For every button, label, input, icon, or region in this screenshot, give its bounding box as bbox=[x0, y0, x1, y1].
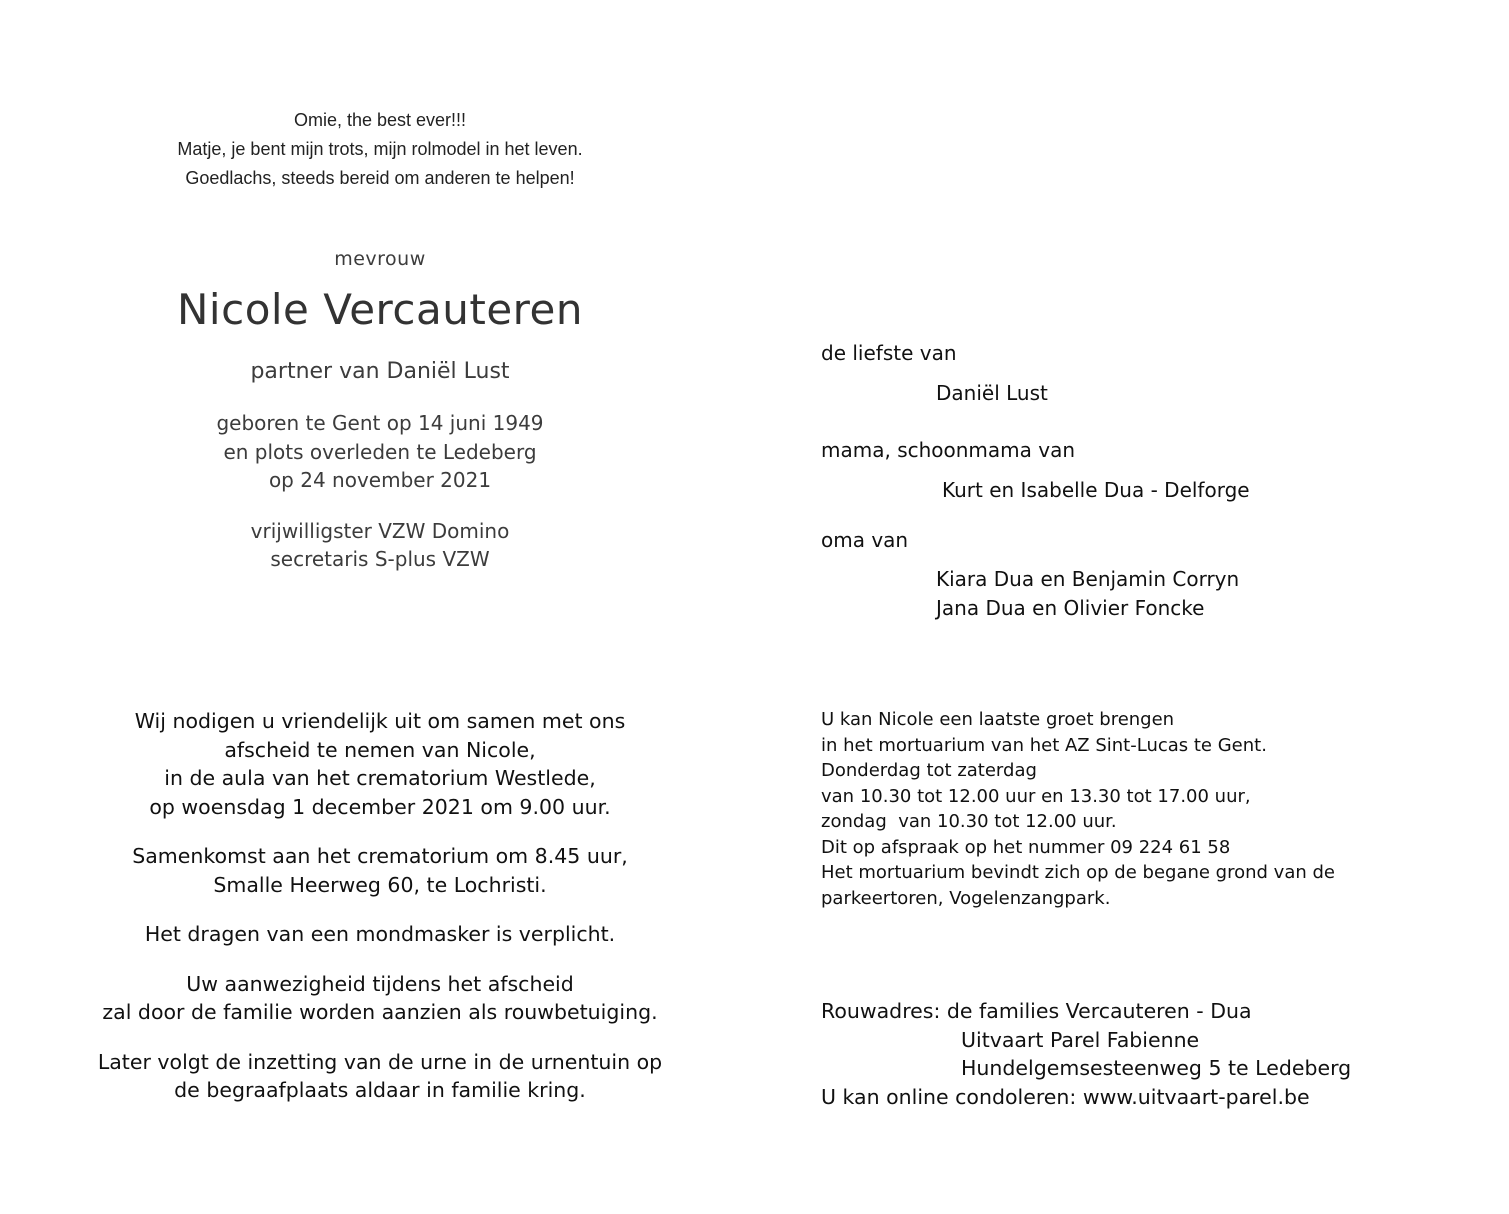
family-heading: de liefste van bbox=[821, 341, 957, 365]
family-name: Jana Dua en Olivier Foncke bbox=[936, 595, 1205, 620]
family-heading: mama, schoonmama van bbox=[821, 437, 1076, 462]
address-line: Hundelgemsesteenweg 5 te Ledeberg bbox=[961, 1056, 1352, 1080]
invitation-line: Wij nodigen u vriendelijk uit om samen met ons bbox=[134, 709, 626, 733]
role-line: secretaris S-plus VZW bbox=[270, 547, 490, 571]
family-name: Kiara Dua en Benjamin Corryn bbox=[936, 567, 1240, 591]
invitation-line: Samenkomst aan het crematorium om 8.45 uur, bbox=[132, 844, 628, 868]
family-names bbox=[821, 379, 1441, 408]
salutation: mevrouw bbox=[334, 248, 426, 270]
invitation-paragraph bbox=[60, 1048, 700, 1105]
condolence-line bbox=[821, 1083, 1461, 1112]
invitation-line: Smalle Heerweg 60, te Lochristi. bbox=[213, 872, 547, 897]
visit-line: zondag van 10.30 tot 12.00 uur. bbox=[821, 811, 1117, 832]
partner-line: partner van Daniël Lust bbox=[250, 359, 510, 384]
quote-line: Goedlachs, steeds bereid om anderen te helpen! bbox=[185, 168, 575, 188]
life-dates bbox=[60, 409, 700, 495]
date-line: geboren te Gent op 14 juni 1949 bbox=[216, 411, 544, 435]
date-line: en plots overleden te Ledeberg bbox=[223, 439, 537, 464]
invitation-line: Uw aanwezigheid tijdens het afscheid bbox=[186, 971, 574, 996]
visitation-info bbox=[821, 707, 1461, 911]
visit-line: parkeertoren, Vogelenzangpark. bbox=[821, 887, 1111, 909]
family-name: Daniël Lust bbox=[936, 381, 1048, 405]
deceased-name: Nicole Vercauteren bbox=[177, 285, 583, 334]
invitation-line: zal door de familie worden aanzien als rouwbetuiging. bbox=[102, 1000, 658, 1024]
family-names bbox=[821, 476, 1441, 505]
family-names bbox=[821, 565, 1441, 622]
roles bbox=[60, 517, 700, 574]
invitation-line: op woensdag 1 december 2021 om 9.00 uur. bbox=[149, 794, 611, 819]
visit-line: Het mortuarium bevindt zich op de begane grond van de bbox=[821, 862, 1335, 883]
visit-line: Donderdag tot zaterdag bbox=[821, 760, 1037, 781]
condolence-label: U kan online condoleren: bbox=[821, 1084, 1083, 1109]
quote-line: Matje, je bent mijn trots, mijn rolmodel in het leven. bbox=[177, 139, 583, 159]
invitation-line: Het dragen van een mondmasker is verplicht. bbox=[144, 922, 616, 946]
invitation-paragraph bbox=[60, 842, 700, 899]
visit-line: Dit op afspraak op het nummer 09 224 61 58 bbox=[821, 836, 1231, 858]
address-line: Uitvaart Parel Fabienne bbox=[961, 1027, 1200, 1052]
mourning-address bbox=[821, 997, 1461, 1111]
dedication-quote bbox=[60, 106, 700, 193]
invitation-line: de begraafplaats aldaar in familie kring. bbox=[174, 1078, 586, 1102]
funeral-invitation bbox=[60, 707, 700, 1105]
invitation-paragraph bbox=[60, 970, 700, 1027]
visit-line: van 10.30 tot 12.00 uur en 13.30 tot 17.00 uur, bbox=[821, 785, 1251, 807]
family-name: Kurt en Isabelle Dua - Delforge bbox=[942, 477, 1250, 502]
visit-line: U kan Nicole een laatste groet brengen bbox=[821, 709, 1175, 730]
invitation-line: afscheid te nemen van Nicole, bbox=[224, 737, 536, 762]
invitation-paragraph bbox=[60, 707, 700, 821]
address-line: Rouwadres: de families Vercauteren - Dua bbox=[821, 999, 1252, 1023]
invitation-paragraph bbox=[60, 920, 700, 949]
condolence-link[interactable]: www.uitvaart-parel.be bbox=[1082, 1084, 1310, 1109]
quote-line: Omie, the best ever!!! bbox=[293, 110, 467, 130]
invitation-line: Later volgt de inzetting van de urne in de urnentuin op bbox=[97, 1049, 663, 1074]
visit-line: in het mortuarium van het AZ Sint-Lucas te Gent. bbox=[821, 734, 1267, 756]
date-line: op 24 november 2021 bbox=[268, 468, 492, 492]
family-heading: oma van bbox=[821, 528, 909, 552]
family-list bbox=[821, 339, 1441, 622]
role-line: vrijwilligster VZW Domino bbox=[250, 518, 510, 543]
invitation-line: in de aula van het crematorium Westlede, bbox=[164, 766, 596, 790]
deceased-header bbox=[60, 245, 700, 574]
